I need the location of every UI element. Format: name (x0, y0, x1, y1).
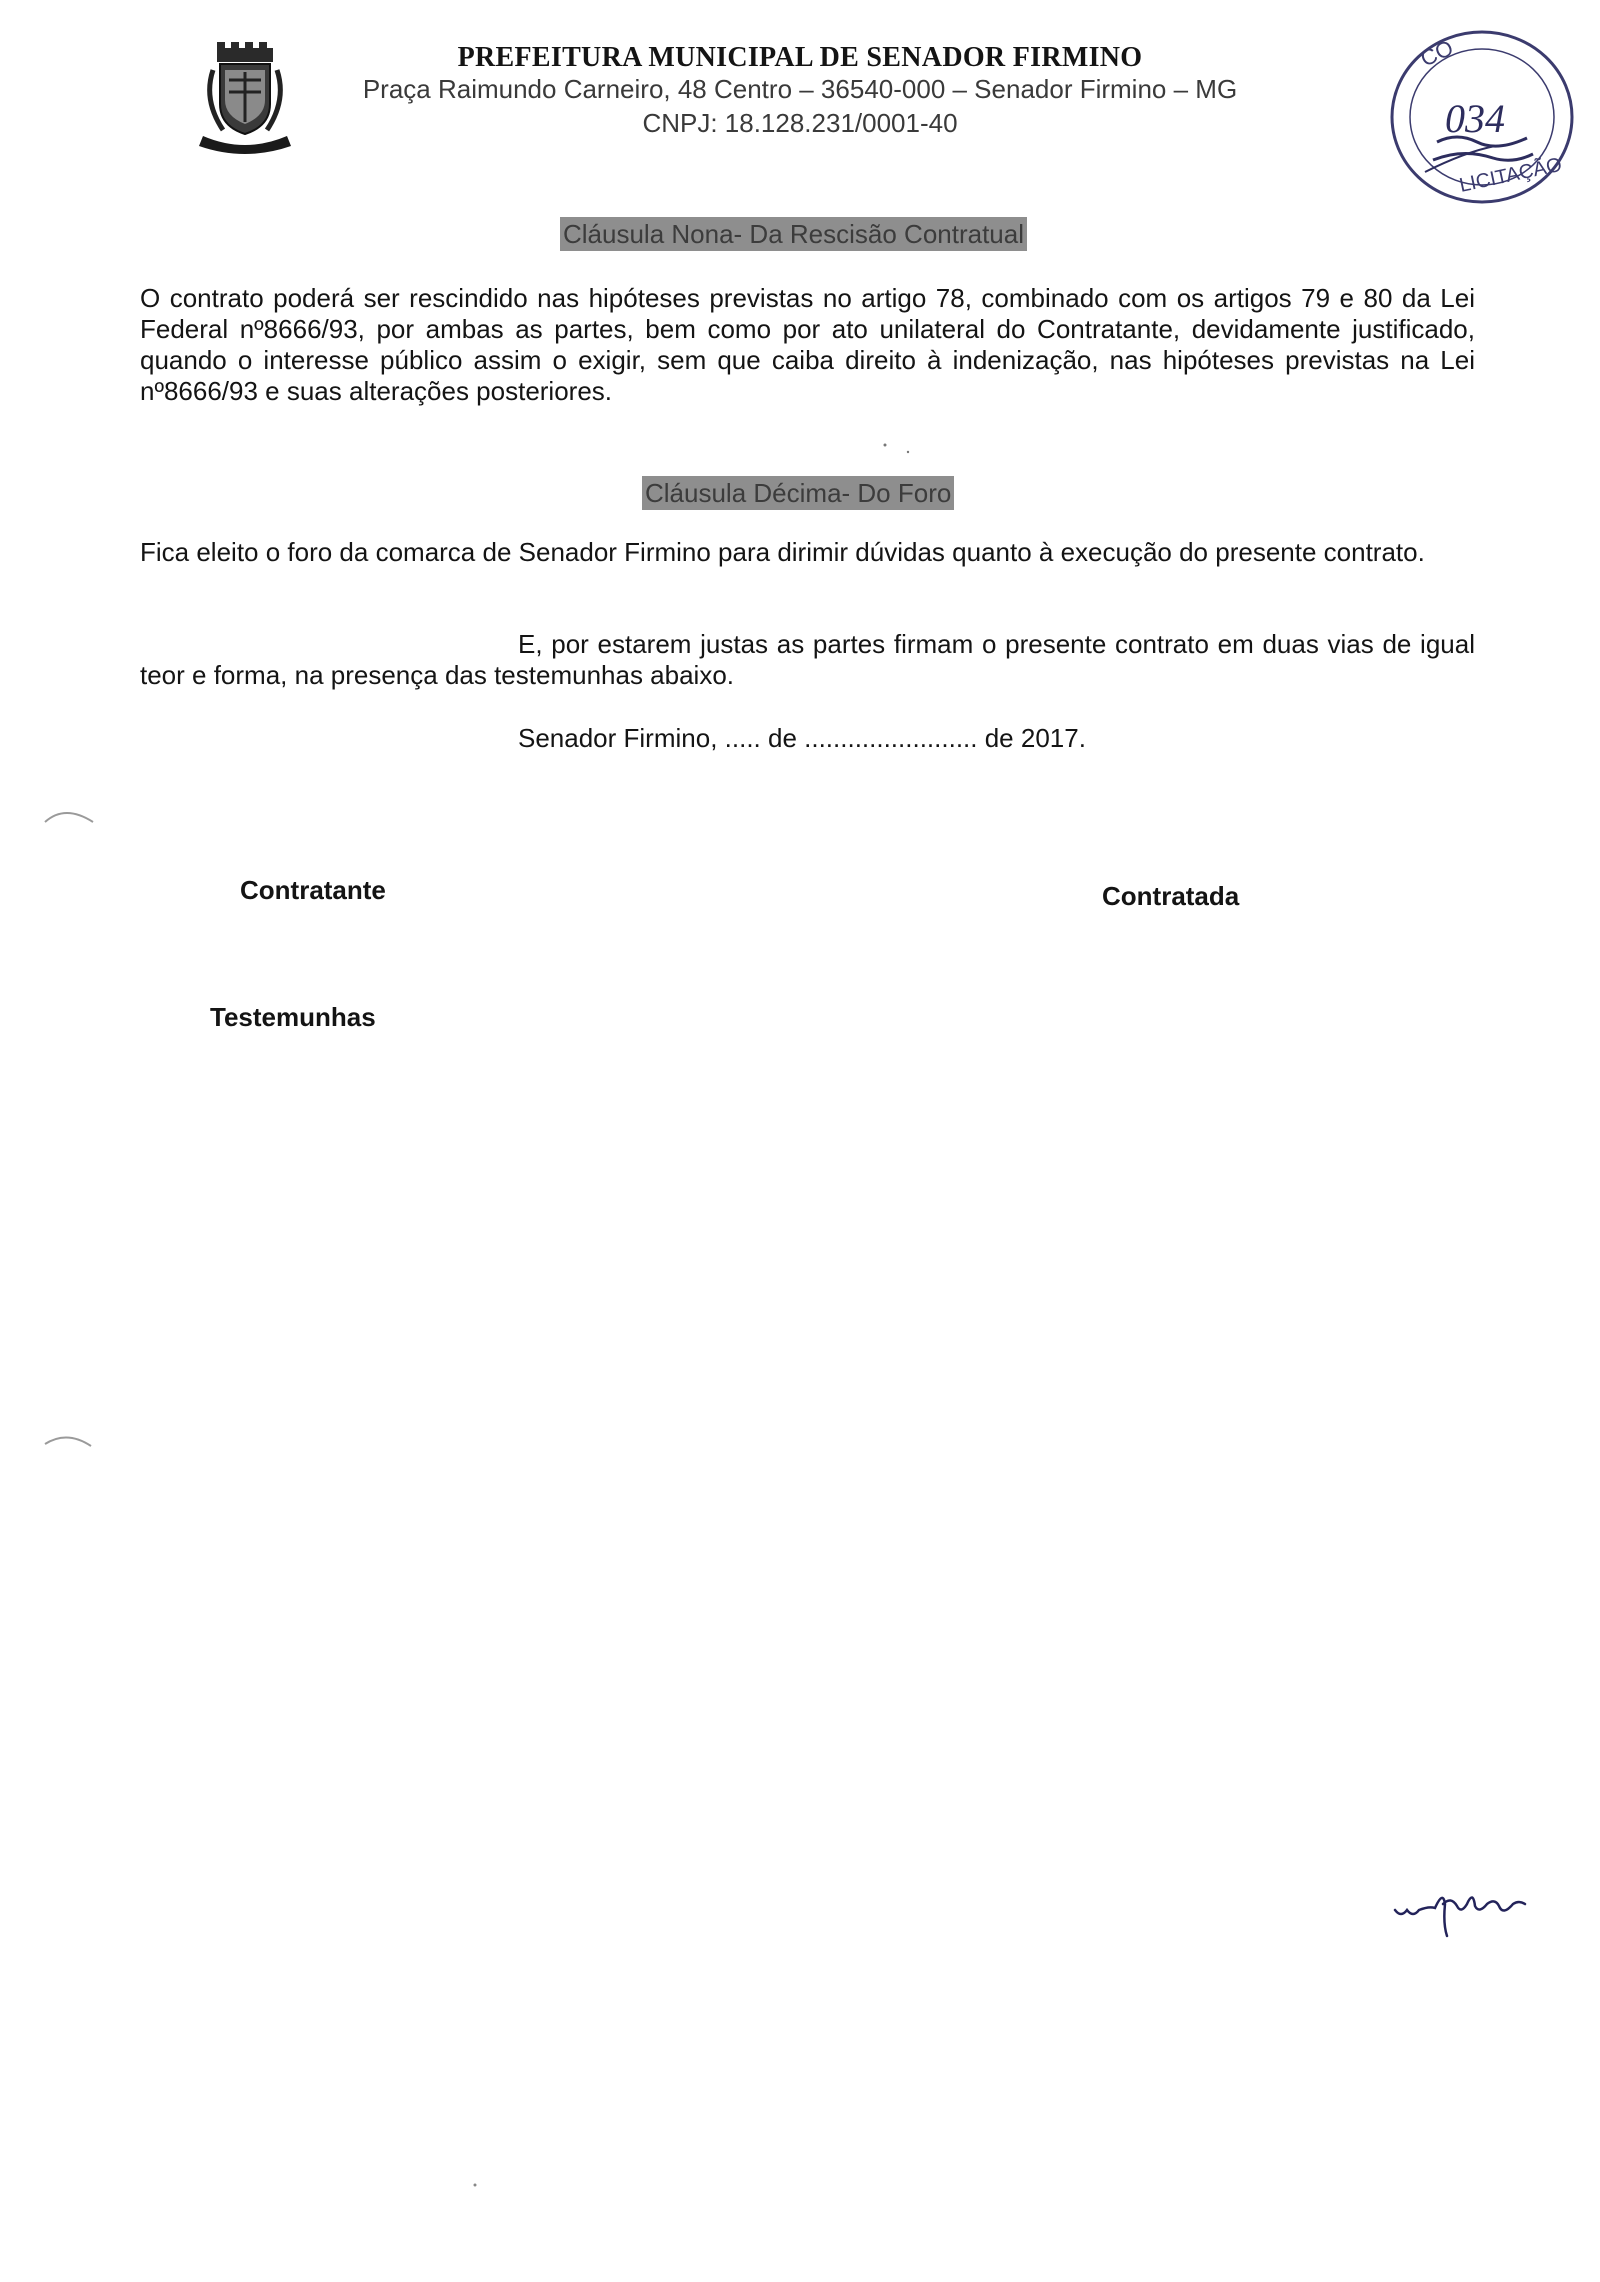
scan-speck (470, 2180, 480, 2190)
signature-contratada: Contratada (1102, 881, 1240, 911)
stamp-ring-bottom: LICITAÇÃO (1457, 153, 1564, 197)
clause-ten-text: Fica eleito o foro da comarca de Senador Firmino para dirimir dúvidas quanto à execução do presente contrato. (140, 537, 1425, 567)
stamp-ring-top: CO (1416, 34, 1458, 72)
punch-mark-bottom (40, 1424, 100, 1454)
organization-address: Praça Raimundo Carneiro, 48 Centro – 36540-000 – Senador Firmino – MG (362, 74, 1238, 104)
protocol-stamp (1385, 22, 1580, 212)
signature-contratante: Contratante (240, 875, 386, 905)
place-and-date: Senador Firmino, ..... de ........................ de 2017. (518, 723, 1086, 753)
organization-name: PREFEITURA MUNICIPAL DE SENADOR FIRMINO (457, 42, 1143, 73)
signature-testemunhas: Testemunhas (210, 1002, 376, 1032)
punch-mark-top (40, 800, 100, 830)
scan-specks (880, 440, 920, 460)
clause-ten-heading: Cláusula Décima- Do Foro (642, 476, 954, 510)
organization-cnpj: CNPJ: 18.128.231/0001-40 (642, 108, 958, 138)
clause-nine-heading: Cláusula Nona- Da Rescisão Contratual (560, 217, 1027, 251)
municipal-coat-of-arms-icon (195, 40, 295, 155)
handwritten-initials (1385, 1880, 1565, 1950)
clause-nine-text: O contrato poderá ser rescindido nas hipóteses previstas no artigo 78, combinado com os artigos 79 e 80 da Lei Federal nº8666/93, por ambas as partes, bem como por ato unilateral do Contratante, devidamente justificado, quando o interesse público assim o exigir, sem que caiba direito à indenização, nas hipóteses previstas na Lei nº8666/93 e suas alterações posteriores. (140, 283, 1475, 406)
closing-text: E, por estarem justas as partes firmam o presente contrato em duas vias de igual teor e forma, na presença das testemunhas abaixo. (140, 629, 1475, 690)
stamp-page-number: 034 (1445, 96, 1505, 141)
